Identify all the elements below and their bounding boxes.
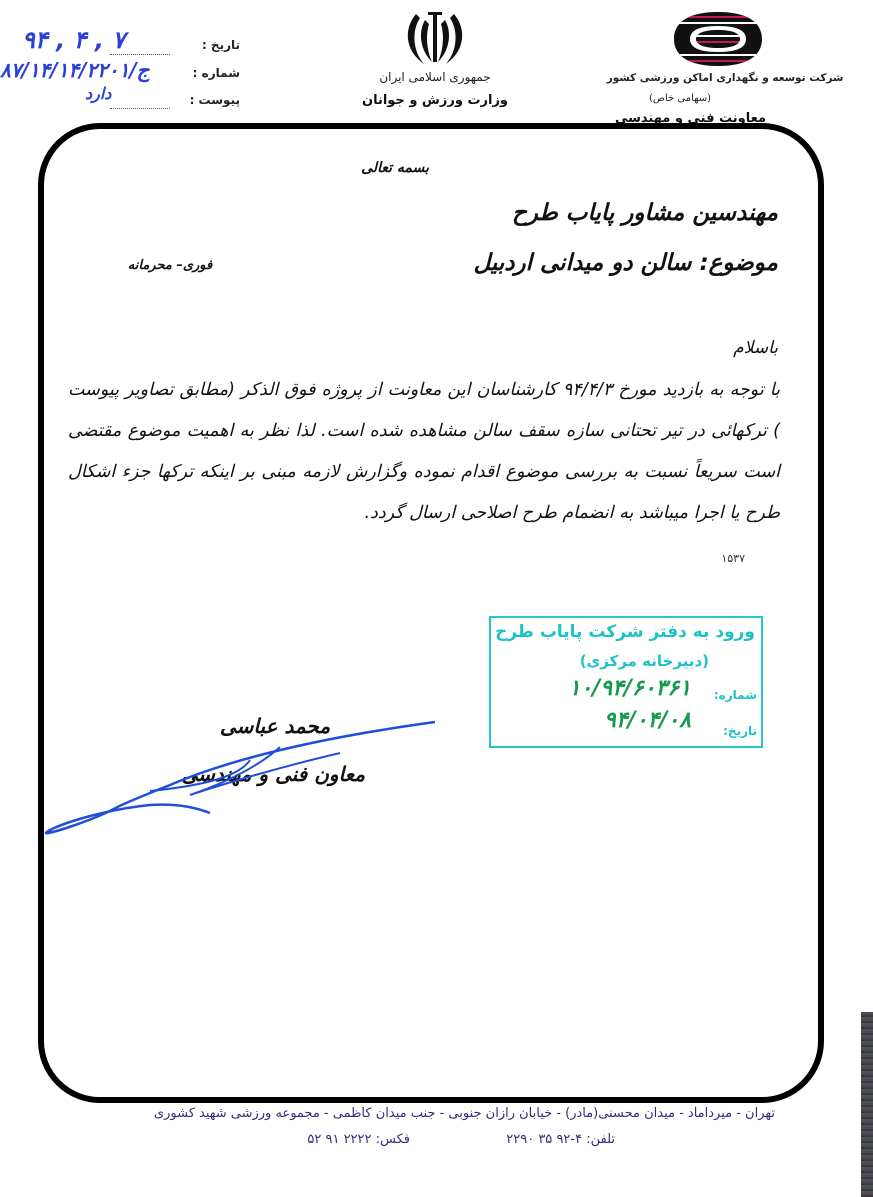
company-logo-icon (672, 10, 764, 68)
stamp-line2: (دبیرخانه مرکزی) (579, 652, 709, 670)
date-handwritten-value: ۹۴ , ۴ , ۷ (22, 26, 126, 54)
received-stamp (489, 616, 763, 748)
signatory-name: محمد عباسی (219, 714, 331, 738)
emblem-line1: جمهوری اسلامی ایران (379, 70, 491, 84)
company-line3: معاونت فنی و مهندسی (614, 111, 766, 126)
company-line2: (سهامی خاص) (648, 93, 712, 104)
subject: موضوع: سالن دو میدانی اردبیل (473, 250, 778, 276)
iran-emblem-icon (402, 6, 468, 66)
company-line1: شرکت توسعه و نگهداری اماکن ورزشی کشور (606, 72, 844, 84)
letter-body: با توجه به بازدید مورخ ۹۴/۴/۳ کارشناسان این معاونت از پروژه فوق الذکر (مطابق تصاویر پیوست ) ترکهائی در تیر تحتانی سازه سقف سالن مشاهده شده است. لذا نظر به اهمیت موضوع مقتضی است سریعاً نسبت به بررسی موضوع اقدام نموده وگزارش لازمه مبنی بر اینکه ترکها جزء اشکال طرح یا اجرا میباشد به انضمام طرح اصلاحی ارسال گردد. (68, 380, 780, 523)
number-handwritten-value: ج/۸۷/۱۴/۱۴/۲۲۰۱ (0, 58, 150, 82)
attachment-dots (110, 94, 170, 113)
stamp-date-label: تاریخ: (723, 724, 757, 738)
number-label: شماره : (192, 66, 240, 80)
classification: فوری– محرمانه (127, 258, 213, 273)
stamp-number-value: ۱۰/۹۴/۶۰۳۶۱ (568, 676, 691, 701)
stamp-date-value: ۹۴/۰۴/۰۸ (604, 708, 691, 733)
signatory-title: معاون فنی و مهندسی (181, 762, 365, 786)
date-label: تاریخ : (201, 38, 240, 52)
emblem-line2: وزارت ورزش و جوانان (361, 93, 509, 108)
recipient: مهندسین مشاور پایاب طرح (511, 200, 778, 226)
stamp-number-label: شماره: (713, 688, 757, 702)
footer-phone: تلفن: ۴-۹۲ ۳۵ ۲۲۹۰ (506, 1132, 615, 1147)
handwritten-note: ۱۵۳۷ (721, 552, 745, 565)
attachment-label: پیوست : (189, 93, 240, 107)
invocation: بسمه تعالی (361, 160, 429, 176)
stamp-line1: ورود به دفتر شرکت پایاب طرح (495, 622, 755, 642)
footer-fax: فکس: ۲۲۲۲ ۹۱ ۵۲ (307, 1132, 410, 1147)
signature-scribble (40, 715, 450, 845)
footer-address: تهران - میرداماد - میدان محسنی(مادر) - خیابان رازان جنوبی - جنب میدان کاظمی - مجموعه ورزشی شهید کشوری (153, 1106, 775, 1121)
attachment-handwritten-value: دارد (85, 84, 112, 103)
greeting: باسلام (733, 338, 778, 358)
scan-edge-artifact (861, 1012, 873, 1197)
number-field (148, 66, 240, 80)
